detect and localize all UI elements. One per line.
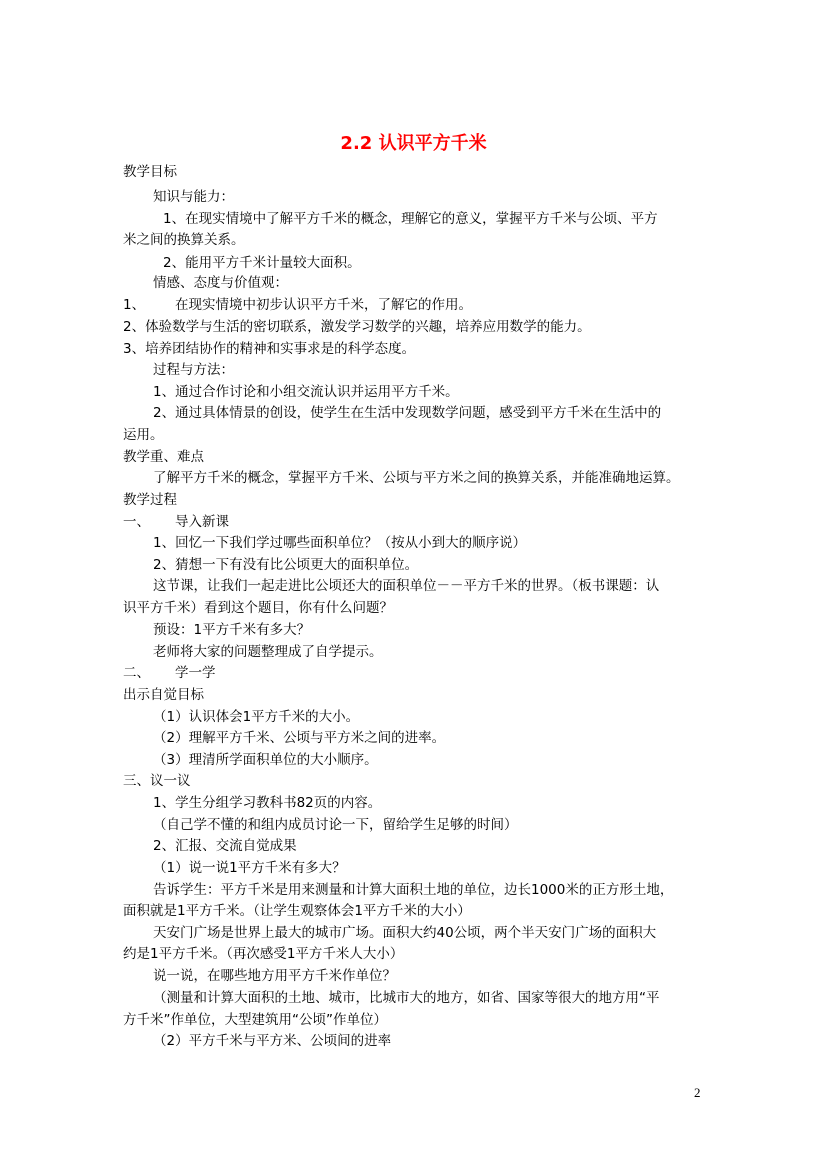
text-line: 情感、态度与价值观：	[153, 275, 288, 291]
text-line: 运用。	[123, 427, 164, 443]
text-line: （2）理解平方千米、公顷与平方米之间的进率。	[153, 730, 446, 746]
text-line: 2、能用平方千米计量较大面积。	[163, 255, 361, 271]
text-line: （3）理清所学面积单位的大小顺序。	[153, 752, 378, 768]
text-line: 2、汇报、交流自觉成果	[153, 838, 297, 854]
text-line: 2、猜想一下有没有比公顷更大的面积单位。	[153, 557, 419, 573]
text-line: （测量和计算大面积的土地、城市，比城市大的地方，如省、国家等很大的地方用“平	[153, 990, 660, 1006]
text-line: 1、通过合作讨论和小组交流认识并运用平方千米。	[153, 384, 459, 400]
text-line: 老师将大家的问题整理成了自学提示。	[153, 644, 383, 660]
text-line: 教学目标	[123, 164, 177, 180]
list-number: 1、	[123, 297, 146, 313]
text-line: 2、通过具体情景的创设，使学生在生活中发现数学问题，感受到平方千米在生活中的	[153, 405, 662, 421]
text-line: 教学过程	[123, 492, 177, 508]
text-line: 1、回忆一下我们学过哪些面积单位？（按从小到大的顺序说）	[153, 535, 527, 551]
text-line: 说一说，在哪些地方用平方千米作单位？	[153, 968, 396, 984]
text-line: 1、学生分组学习教科书82页的内容。	[153, 795, 382, 811]
text-line: 面积就是1平方千米。（让学生观察体会1平方千米的大小）	[123, 903, 471, 919]
text-line: 这节课，让我们一起走进比公顷还大的面积单位－－平方千米的世界。（板书课题：认	[153, 578, 660, 594]
text-line: （自己学不懂的和组内成员讨论一下，留给学生足够的时间）	[153, 817, 518, 833]
text-line: 约是1平方千米。（再次感受1平方千米人大小）	[123, 946, 404, 962]
text-line: 导入新课	[175, 514, 229, 530]
text-line: 过程与方法：	[153, 362, 234, 378]
page-number: 2	[694, 1085, 701, 1100]
text-line: 知识与能力：	[153, 189, 234, 205]
text-line: （2）平方千米与平方米、公顷间的进率	[153, 1033, 392, 1049]
text-line: 1、在现实情境中了解平方千米的概念，理解它的意义，掌握平方千米与公顷、平方	[163, 211, 658, 227]
text-line: 三、议一议	[123, 773, 191, 789]
text-line: 在现实情境中初步认识平方千米，了解它的作用。	[175, 297, 472, 313]
text-line: 方千米”作单位，大型建筑用“公顷”作单位）	[123, 1012, 387, 1028]
text-line: 了解平方千米的概念，掌握平方千米、公顷与平方米之间的换算关系，并能准确地运算。	[153, 470, 680, 486]
text-line: 2、体验数学与生活的密切联系，激发学习数学的兴趣，培养应用数学的能力。	[123, 319, 591, 335]
text-line: 米之间的换算关系。	[123, 232, 245, 248]
text-line: （1）说一说1平方千米有多大？	[153, 860, 346, 876]
text-line: 告诉学生：平方千米是用来测量和计算大面积土地的单位，边长1000米的正方形土地，	[153, 882, 674, 898]
text-line: 出示自觉目标	[123, 687, 204, 703]
document-title: 2.2 认识平方千米	[340, 133, 487, 154]
text-line: 天安门广场是世界上最大的城市广场。面积大约40公顷，两个半天安门广场的面积大	[153, 925, 657, 941]
list-number: 一、	[123, 514, 150, 530]
list-number: 二、	[123, 665, 150, 681]
text-line: 学一学	[175, 665, 216, 681]
text-line: 3、培养团结协作的精神和实事求是的科学态度。	[123, 341, 416, 357]
text-line: 预设：1平方千米有多大？	[153, 622, 311, 638]
text-line: 识平方千米）看到这个题目，你有什么问题？	[123, 600, 393, 616]
text-line: 教学重、难点	[123, 449, 204, 465]
text-line: （1）认识体会1平方千米的大小。	[153, 709, 360, 725]
